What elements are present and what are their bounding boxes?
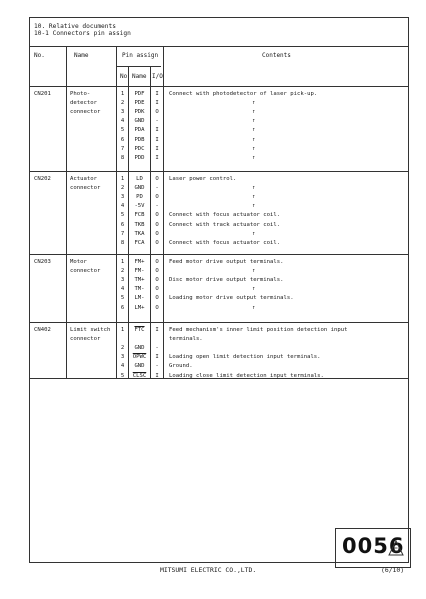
pin-contents: Connect with photodetector of laser pick-up. (169, 91, 318, 97)
subsection-title: 10-1 Connectors pin assign (34, 30, 131, 37)
connector-name-line: Motor (70, 259, 87, 265)
pin-name: CLSC (132, 372, 147, 379)
pin-number: 3 (120, 194, 125, 201)
pin-io: I (155, 372, 159, 379)
col-header-pin-name: Name (132, 73, 147, 80)
pin-number: 2 (120, 268, 125, 275)
pin-name: PDE (134, 100, 145, 107)
pin-number: 2 (120, 185, 125, 192)
pin-name: PDD (134, 154, 145, 161)
pin-number: 4 (120, 286, 125, 293)
pin-contents: ↑ (252, 118, 256, 125)
pin-io: I (155, 91, 159, 97)
document-frame (29, 17, 409, 563)
pin-io: O (155, 212, 159, 219)
pin-io: - (155, 363, 159, 370)
pin-contents: ↑ (252, 136, 256, 143)
pin-number: 1 (120, 91, 125, 97)
connector-name-line: connector (70, 185, 101, 192)
row-rule-1 (30, 171, 408, 172)
pin-name: FM- (134, 268, 145, 275)
pin-io: O (155, 239, 159, 246)
pin-io: O (155, 286, 159, 293)
pin-subheader-rule (116, 66, 161, 67)
pin-io: I (155, 154, 159, 161)
pin-io: - (155, 185, 159, 192)
connector-name-line: connector (70, 268, 101, 275)
pin-number: 5 (120, 212, 125, 219)
pin-contents: ↑ (252, 185, 256, 192)
pin-number: 8 (120, 154, 125, 161)
pin-name: OPWC (132, 354, 147, 361)
pin-name: PDF (134, 91, 145, 97)
connector-name-line: Photo- (70, 91, 91, 97)
pin-contents: ↑ (252, 100, 256, 107)
pin-number: 4 (120, 363, 125, 370)
pin-io: - (155, 118, 159, 125)
pin-io: I (155, 127, 159, 134)
connector-name-line: Actuator (70, 176, 97, 182)
pin-io: I (155, 100, 159, 107)
pin-number: 7 (120, 145, 125, 152)
pin-name: TKA (134, 230, 145, 237)
pin-contents: Connect with focus actuator coil. (169, 239, 281, 246)
pin-name: GND (134, 118, 145, 125)
pin-number: 6 (120, 136, 125, 143)
pin-contents: Connect with focus actuator coil. (169, 212, 281, 219)
pin-name: $\overline{FTC}$ (134, 327, 145, 333)
pin-number: 8 (120, 239, 125, 246)
pin-io: O (155, 304, 159, 311)
pin-io: I (155, 327, 159, 333)
pin-name: FCB (134, 212, 145, 219)
pin-io: O (155, 268, 159, 275)
pin-name: TKB (134, 221, 145, 228)
pin-contents: Feed motor drive output terminals. (169, 259, 284, 265)
col-rule-io (163, 46, 164, 378)
header-bottom-rule (30, 86, 408, 87)
pin-number: 1 (120, 176, 125, 182)
pin-number: 5 (120, 372, 125, 379)
row-rule-3 (30, 322, 408, 323)
pin-contents: Ground. (169, 363, 193, 370)
col-header-no: No. (34, 52, 45, 59)
connector-name-line: Limit switch (70, 327, 111, 333)
pin-contents: Loading motor drive output terminals. (169, 295, 294, 302)
triangle-mark-icon (388, 540, 404, 556)
pin-number: 3 (120, 109, 125, 116)
pin-contents: ↑ (252, 194, 256, 201)
section-title: 10. Relative documents (34, 23, 116, 30)
stamp-number: 0056 (342, 534, 405, 558)
connector-name-line: connector (70, 109, 101, 116)
connector-no: CN201 (34, 91, 51, 97)
pin-io: O (155, 295, 159, 302)
pin-name: PDC (134, 145, 145, 152)
pin-io: - (155, 345, 159, 352)
pin-number: 6 (120, 304, 125, 311)
pin-number: 4 (120, 118, 125, 125)
col-header-pin-assign: Pin assign (122, 52, 159, 59)
footer-company: MITSUMI ELECTRIC CO.,LTD. (160, 566, 257, 574)
pin-number: 1 (120, 259, 125, 265)
pin-number: 6 (120, 221, 125, 228)
pin-contents: ↑ (252, 109, 256, 116)
pin-number: 4 (120, 203, 125, 210)
col-header-pin-no: No (120, 73, 128, 80)
pin-name: LM- (134, 295, 145, 302)
pin-name: TM+ (134, 277, 145, 284)
col-header-pin-io: I/O (152, 73, 163, 80)
pin-name: FM+ (134, 259, 145, 265)
pin-number: 3 (120, 277, 125, 284)
pin-number: 7 (120, 230, 125, 237)
pin-io: O (155, 109, 159, 116)
pin-io: O (155, 277, 159, 284)
pin-contents: ↑ (252, 127, 256, 134)
pin-number: 2 (120, 100, 125, 107)
connector-no: CN202 (34, 176, 51, 182)
pin-name: FCA (134, 239, 145, 246)
connector-name-line: connector (70, 336, 101, 343)
pin-number: 5 (120, 127, 125, 134)
pin-contents: ↑ (252, 145, 256, 152)
pin-io: I (155, 145, 159, 152)
col-header-contents: Contents (262, 52, 291, 59)
pin-name: -5V (134, 203, 145, 210)
connector-name-line: detector (70, 100, 97, 107)
stamp-box (335, 528, 411, 568)
pin-contents: Laser power control. (169, 176, 237, 182)
pin-name: PDK (134, 109, 145, 116)
pin-number: 3 (120, 354, 125, 361)
pin-contents: ↑ (252, 268, 256, 275)
pin-name: PDA (134, 127, 145, 134)
pin-contents: Loading open limit detection input terminals. (169, 354, 321, 361)
pin-contents: ↑ (252, 203, 256, 210)
footer-page-number: (6/10) (381, 566, 405, 574)
pin-contents: ↑ (252, 304, 256, 311)
table-top-rule (30, 46, 408, 47)
pin-io: O (155, 221, 159, 228)
pin-io: I (155, 136, 159, 143)
pin-contents: Loading close limit detection input terminals. (169, 372, 324, 379)
pin-io: O (155, 230, 159, 237)
pin-name: GND (134, 185, 145, 192)
pin-io: O (155, 194, 159, 201)
pin-number: 1 (120, 327, 125, 333)
row-rule-2 (30, 254, 408, 255)
col-rule-no (66, 46, 67, 378)
pin-io: I (155, 354, 159, 361)
pin-number: 5 (120, 295, 125, 302)
connector-no: CN203 (34, 259, 51, 265)
pin-io: O (155, 259, 159, 265)
pin-contents: ↑ (252, 230, 256, 237)
pin-contents: terminals. (169, 336, 203, 343)
pin-contents: ↑ (252, 286, 256, 293)
pin-name: PD (136, 194, 143, 201)
pin-io: - (155, 203, 159, 210)
pin-name: GND (134, 363, 145, 370)
pin-name: PDB (134, 136, 145, 143)
pin-contents: Disc motor drive output terminals. (169, 277, 284, 284)
pin-name: TM- (134, 286, 145, 293)
pin-number: 2 (120, 345, 125, 352)
pin-contents: Feed mechanism's inner limit position detection input (169, 327, 348, 333)
pin-io: O (155, 176, 159, 182)
connector-no: CN402 (34, 327, 51, 333)
pin-contents: ↑ (252, 154, 256, 161)
col-header-name: Name (74, 52, 89, 59)
pin-name: GND (134, 345, 145, 352)
pin-contents: Connect with track actuator coil. (169, 221, 281, 228)
pin-name: LM+ (134, 304, 145, 311)
pin-name: LD (136, 176, 143, 182)
